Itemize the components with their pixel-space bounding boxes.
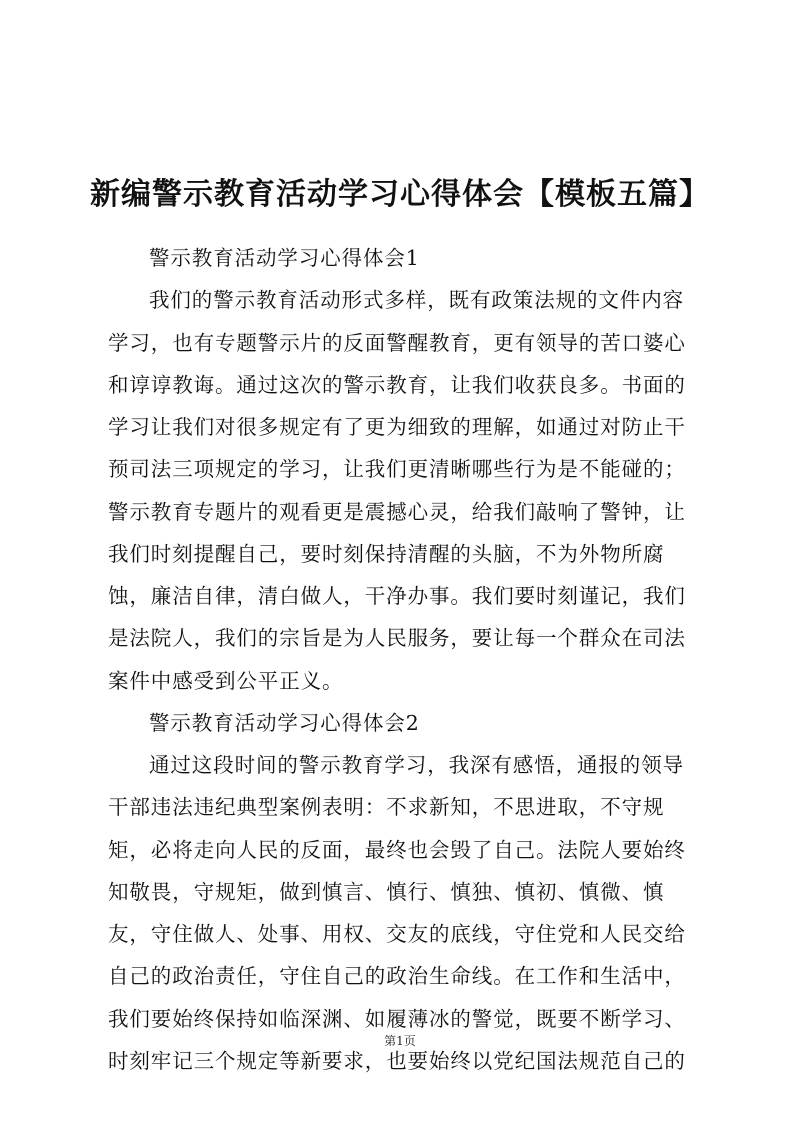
paragraph-line: 警示教育专题片的观看更是震撼心灵，给我们敲响了警钟，让 bbox=[108, 499, 686, 524]
paragraph-line: 我们的警示教育活动形式多样，既有政策法规的文件内容 bbox=[149, 288, 684, 313]
paragraph-line: 学习让我们对很多规定有了更为细致的理解，如通过对防止干 bbox=[108, 415, 686, 439]
paragraph-line: 蚀，廉洁自律，清白做人，干净办事。我们要时刻谨记，我们 bbox=[108, 584, 686, 608]
paragraph-line: 知敬畏，守规矩，做到慎言、慎行、慎独、慎初、慎微、慎 bbox=[108, 879, 665, 904]
paragraph-line: 友，守住做人、处事、用权、交友的底线，守住党和人民交给 bbox=[108, 922, 686, 946]
paragraph-line: 干部违法违纪典型案例表明：不求新知，不思进取，不守规 bbox=[108, 795, 665, 820]
section-heading-1: 警示教育活动学习心得体会1 bbox=[149, 246, 420, 270]
paragraph-line: 是法院人，我们的宗旨是为人民服务，要让每一个群众在司法 bbox=[108, 626, 686, 651]
paragraph-line: 和谆谆教诲。通过这次的警示教育，让我们收获良多。书面的 bbox=[108, 372, 686, 397]
document-title: 新编警示教育活动学习心得体会【模板五篇】 bbox=[90, 177, 710, 213]
paragraph-line: 我们时刻提醒自己，要时刻保持清醒的头脑，不为外物所腐 bbox=[108, 541, 665, 566]
paragraph-line: 预司法三项规定的学习，让我们更清晰哪些行为是不能碰的； bbox=[108, 457, 686, 482]
paragraph-line: 学习，也有专题警示片的反面警醒教育，更有领导的苦口婆心 bbox=[108, 330, 686, 355]
page-number: 第1页 bbox=[384, 1034, 416, 1048]
section-heading-2: 警示教育活动学习心得体会2 bbox=[149, 710, 420, 735]
paragraph-line: 时刻牢记三个规定等新要求，也要始终以党纪国法规范自己的 bbox=[108, 1048, 686, 1073]
paragraph-line: 我们要始终保持如临深渊、如履薄冰的警觉，既要不断学习、 bbox=[108, 1006, 686, 1031]
paragraph-line: 自己的政治责任，守住自己的政治生命线。在工作和生活中， bbox=[108, 964, 686, 989]
paragraph-line: 案件中感受到公平正义。 bbox=[108, 668, 344, 693]
paragraph-line: 矩，必将走向人民的反面，最终也会毁了自己。法院人要始终 bbox=[108, 837, 686, 862]
document-body bbox=[108, 237, 692, 1082]
paragraph-line: 通过这段时间的警示教育学习，我深有感悟，通报的领导 bbox=[149, 753, 684, 777]
